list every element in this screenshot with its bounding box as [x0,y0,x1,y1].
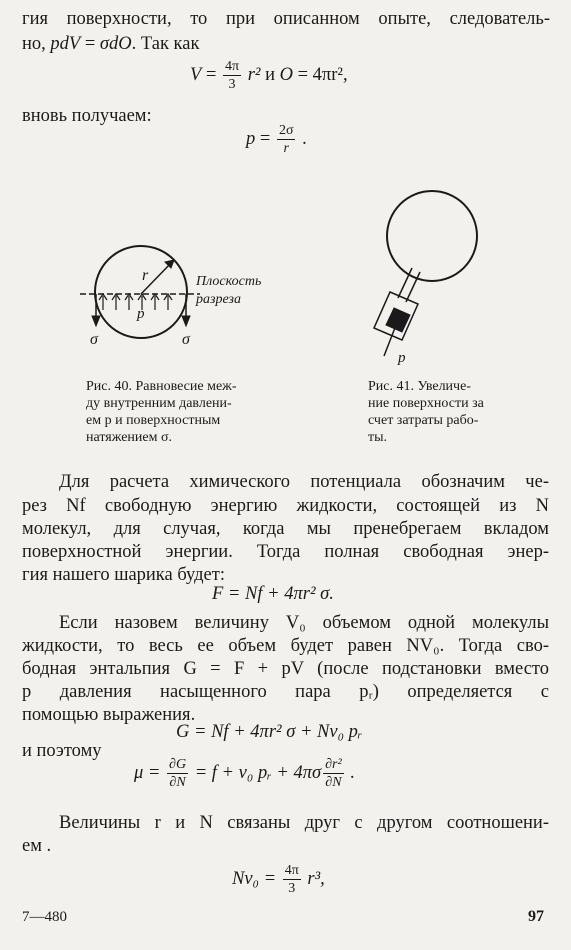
figure-40-caption: натяжением σ. [86,430,173,445]
sigma-label: σ [182,331,190,348]
text-line: жидкости, то весь ее объем будет равен NV₀. Тогда сво- [22,636,549,656]
figure-41-caption: счет затраты рабо- [368,413,479,428]
text-line: Величины r и N связаны друг с другом соотношени- [59,813,549,833]
text-line: рез Nf свободную энергию жидкости, состоящей из N [22,496,549,516]
radius-label: r [142,267,149,284]
text-line: гия поверхности, то при описанном опыте, следователь- [22,9,550,29]
text-line: молекул, для случая, когда мы пренебрегаем вкладом [22,519,549,539]
text-line: гия нашего шарика будет: [22,565,225,585]
sigma-label: σ [90,331,98,348]
equation-chemical-potential: μ = $\frac{\partial G}{\partial N}$ = f + v₀ pᵣ + 4πσ $\frac{\text{∂r²}}{\partial N}$ . [134,757,355,790]
equation-enthalpy: G = Nf + 4πr² σ + Nv₀ pᵣ [176,722,363,742]
equation-free-energy: F = Nf + 4πr² σ. [212,584,334,604]
figure-41-caption: ние поверхности за [368,396,484,411]
figure-40-caption: Рис. 40. Равновесие меж- [86,379,237,394]
text-line: Для расчета химического потенциала обозначим че- [59,472,549,492]
text-line: вновь получаем: [22,106,152,126]
text-line: ем . [22,836,52,856]
text-line: и поэтому [22,741,102,761]
equation-pressure: p = $\frac{2\sigma}{r}$ . [246,123,307,156]
equation-volume-area: V = $\frac{4\pi}{3}$ r² и O = 4πr², [190,59,348,92]
pressure-label: p [398,350,406,366]
text-line: поверхностной энергии. Тогда полная свободная энер- [22,542,549,562]
text-line: помощью выражения. [22,705,196,725]
signature-mark: 7—480 [22,909,67,925]
pressure-label: p [137,306,145,322]
figure-40-caption: ду внутренним давлени- [86,396,232,411]
page-number: 97 [528,908,544,925]
figure-41-caption: ты. [368,430,388,445]
figure-40-caption: ем p и поверхностным [86,413,221,428]
text-line: но, pdV = σdO. Так как [22,34,200,54]
plane-label: разреза [196,292,241,307]
text-line: Если назовем величину V₀ объемом одной молекулы [59,613,549,633]
pressure-arrows [99,294,172,310]
text-line: бодная энтальпия G = F + pV (после подстановки вместо [22,659,549,679]
equation-molecule-count: Nv₀ = $\frac{4\pi}{3}$ r³, [232,863,325,896]
text-line: p давления насыщенного пара pᵣ) определяется с [22,682,549,702]
figure-40-sphere [80,246,200,338]
figure-41-caption: Рис. 41. Увеличе- [368,379,471,394]
figure-41-bubble-piston [374,191,477,356]
plane-label: Плоскость [196,274,262,289]
